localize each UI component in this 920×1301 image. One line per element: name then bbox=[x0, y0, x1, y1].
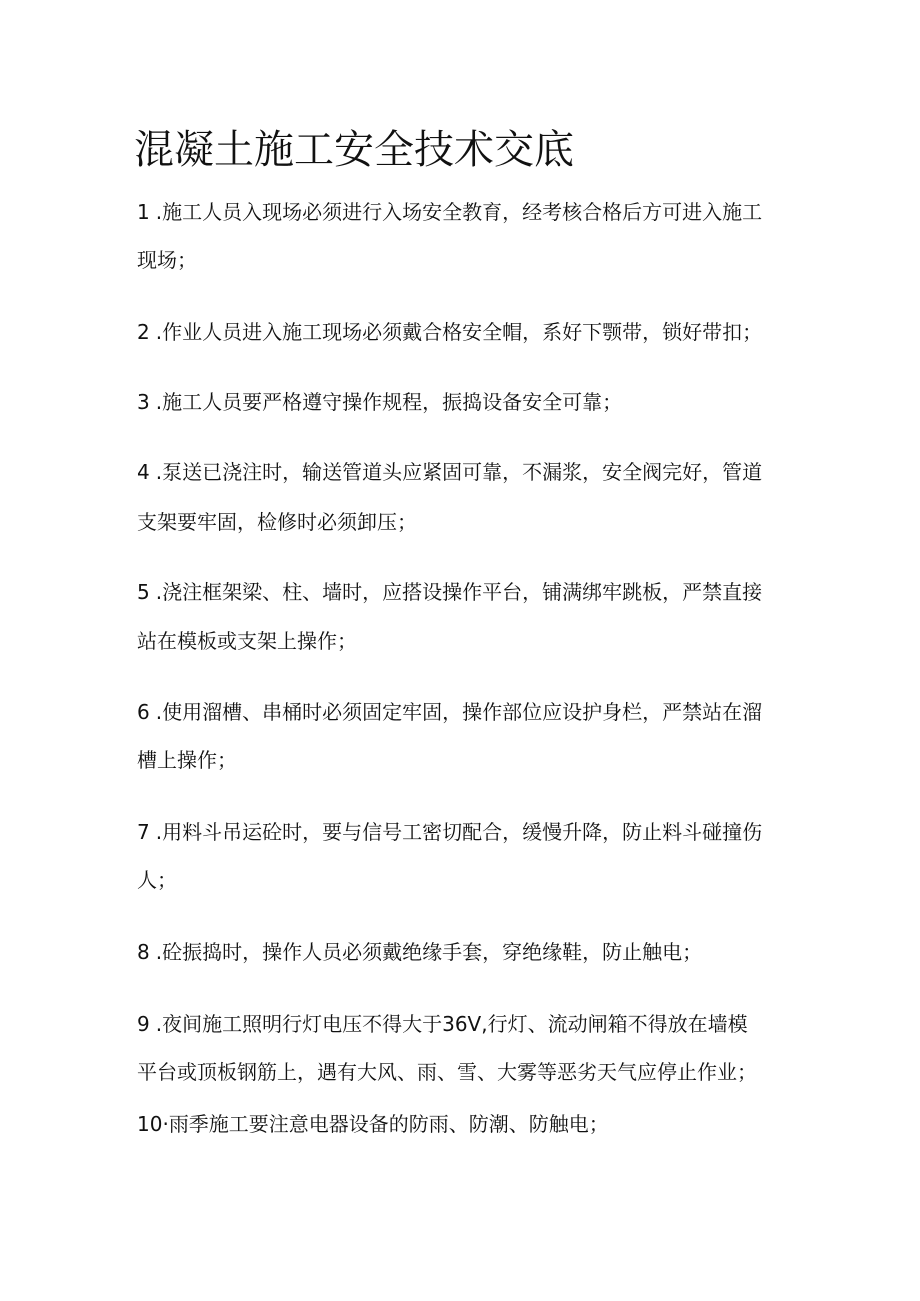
item-6-line-1 bbox=[137, 698, 762, 726]
item-number: 1 bbox=[137, 200, 150, 224]
item-10-line-1 bbox=[137, 1110, 609, 1138]
item-text: .浇注框架梁、柱、墙时，应搭设操作平台，铺满绑牢跳板，严禁直接 bbox=[155, 580, 763, 604]
item-5-line-2: 站在模板或支架上操作； bbox=[137, 629, 357, 653]
item-number: 4 bbox=[137, 460, 150, 484]
item-1-line-1 bbox=[137, 198, 762, 226]
item-text: .泵送已浇注时，输送管道头应紧固可靠，不漏浆，安全阀完好，管道 bbox=[155, 460, 763, 484]
item-3-line-1 bbox=[137, 388, 622, 416]
item-text: .使用溜槽、串桶时必须固定牢固，操作部位应设护身栏，严禁站在溜 bbox=[155, 700, 763, 724]
item-5-line-1 bbox=[137, 578, 762, 606]
item-4-line-2: 支架要牢固，检修时必须卸压； bbox=[137, 510, 417, 534]
item-number: 10· bbox=[137, 1112, 169, 1136]
item-number: 3 bbox=[137, 390, 150, 414]
item-7-line-1 bbox=[137, 818, 762, 846]
item-number: 9 bbox=[137, 1012, 150, 1036]
item-1-line-2: 现场； bbox=[137, 248, 197, 272]
item-4-line-1 bbox=[137, 458, 762, 486]
item-text: .施工人员入现场必须进行入场安全教育，经考核合格后方可进入施工 bbox=[155, 200, 763, 224]
item-text: .夜间施工照明行灯电压不得大于36V,行灯、流动闸箱不得放在墙模 bbox=[155, 1012, 748, 1036]
item-number: 8 bbox=[137, 940, 150, 964]
item-number: 2 bbox=[137, 320, 150, 344]
item-8-line-1 bbox=[137, 938, 702, 966]
item-number: 6 bbox=[137, 700, 150, 724]
item-6-line-2: 槽上操作； bbox=[137, 748, 237, 772]
item-text: .施工人员要严格遵守操作规程，振捣设备安全可靠； bbox=[155, 390, 623, 414]
item-number: 5 bbox=[137, 580, 150, 604]
item-text: 雨季施工要注意电器设备的防雨、防潮、防触电； bbox=[168, 1112, 609, 1136]
item-2-line-1 bbox=[137, 318, 762, 346]
item-9-line-1 bbox=[137, 1010, 748, 1038]
item-text: .砼振捣时，操作人员必须戴绝缘手套，穿绝缘鞋，防止触电； bbox=[155, 940, 703, 964]
item-7-line-2: 人； bbox=[137, 868, 177, 892]
item-text: .用料斗吊运砼时，要与信号工密切配合，缓慢升降，防止料斗碰撞伤 bbox=[155, 820, 763, 844]
page-title: 混凝土施工安全技术交底 bbox=[134, 127, 574, 173]
item-9-line-2: 平台或顶板钢筋上，遇有大风、雨、雪、大雾等恶劣天气应停止作业； bbox=[137, 1060, 757, 1084]
item-number: 7 bbox=[137, 820, 150, 844]
item-text: .作业人员进入施工现场必须戴合格安全帽，系好下颚带，锁好带扣； bbox=[155, 320, 763, 344]
